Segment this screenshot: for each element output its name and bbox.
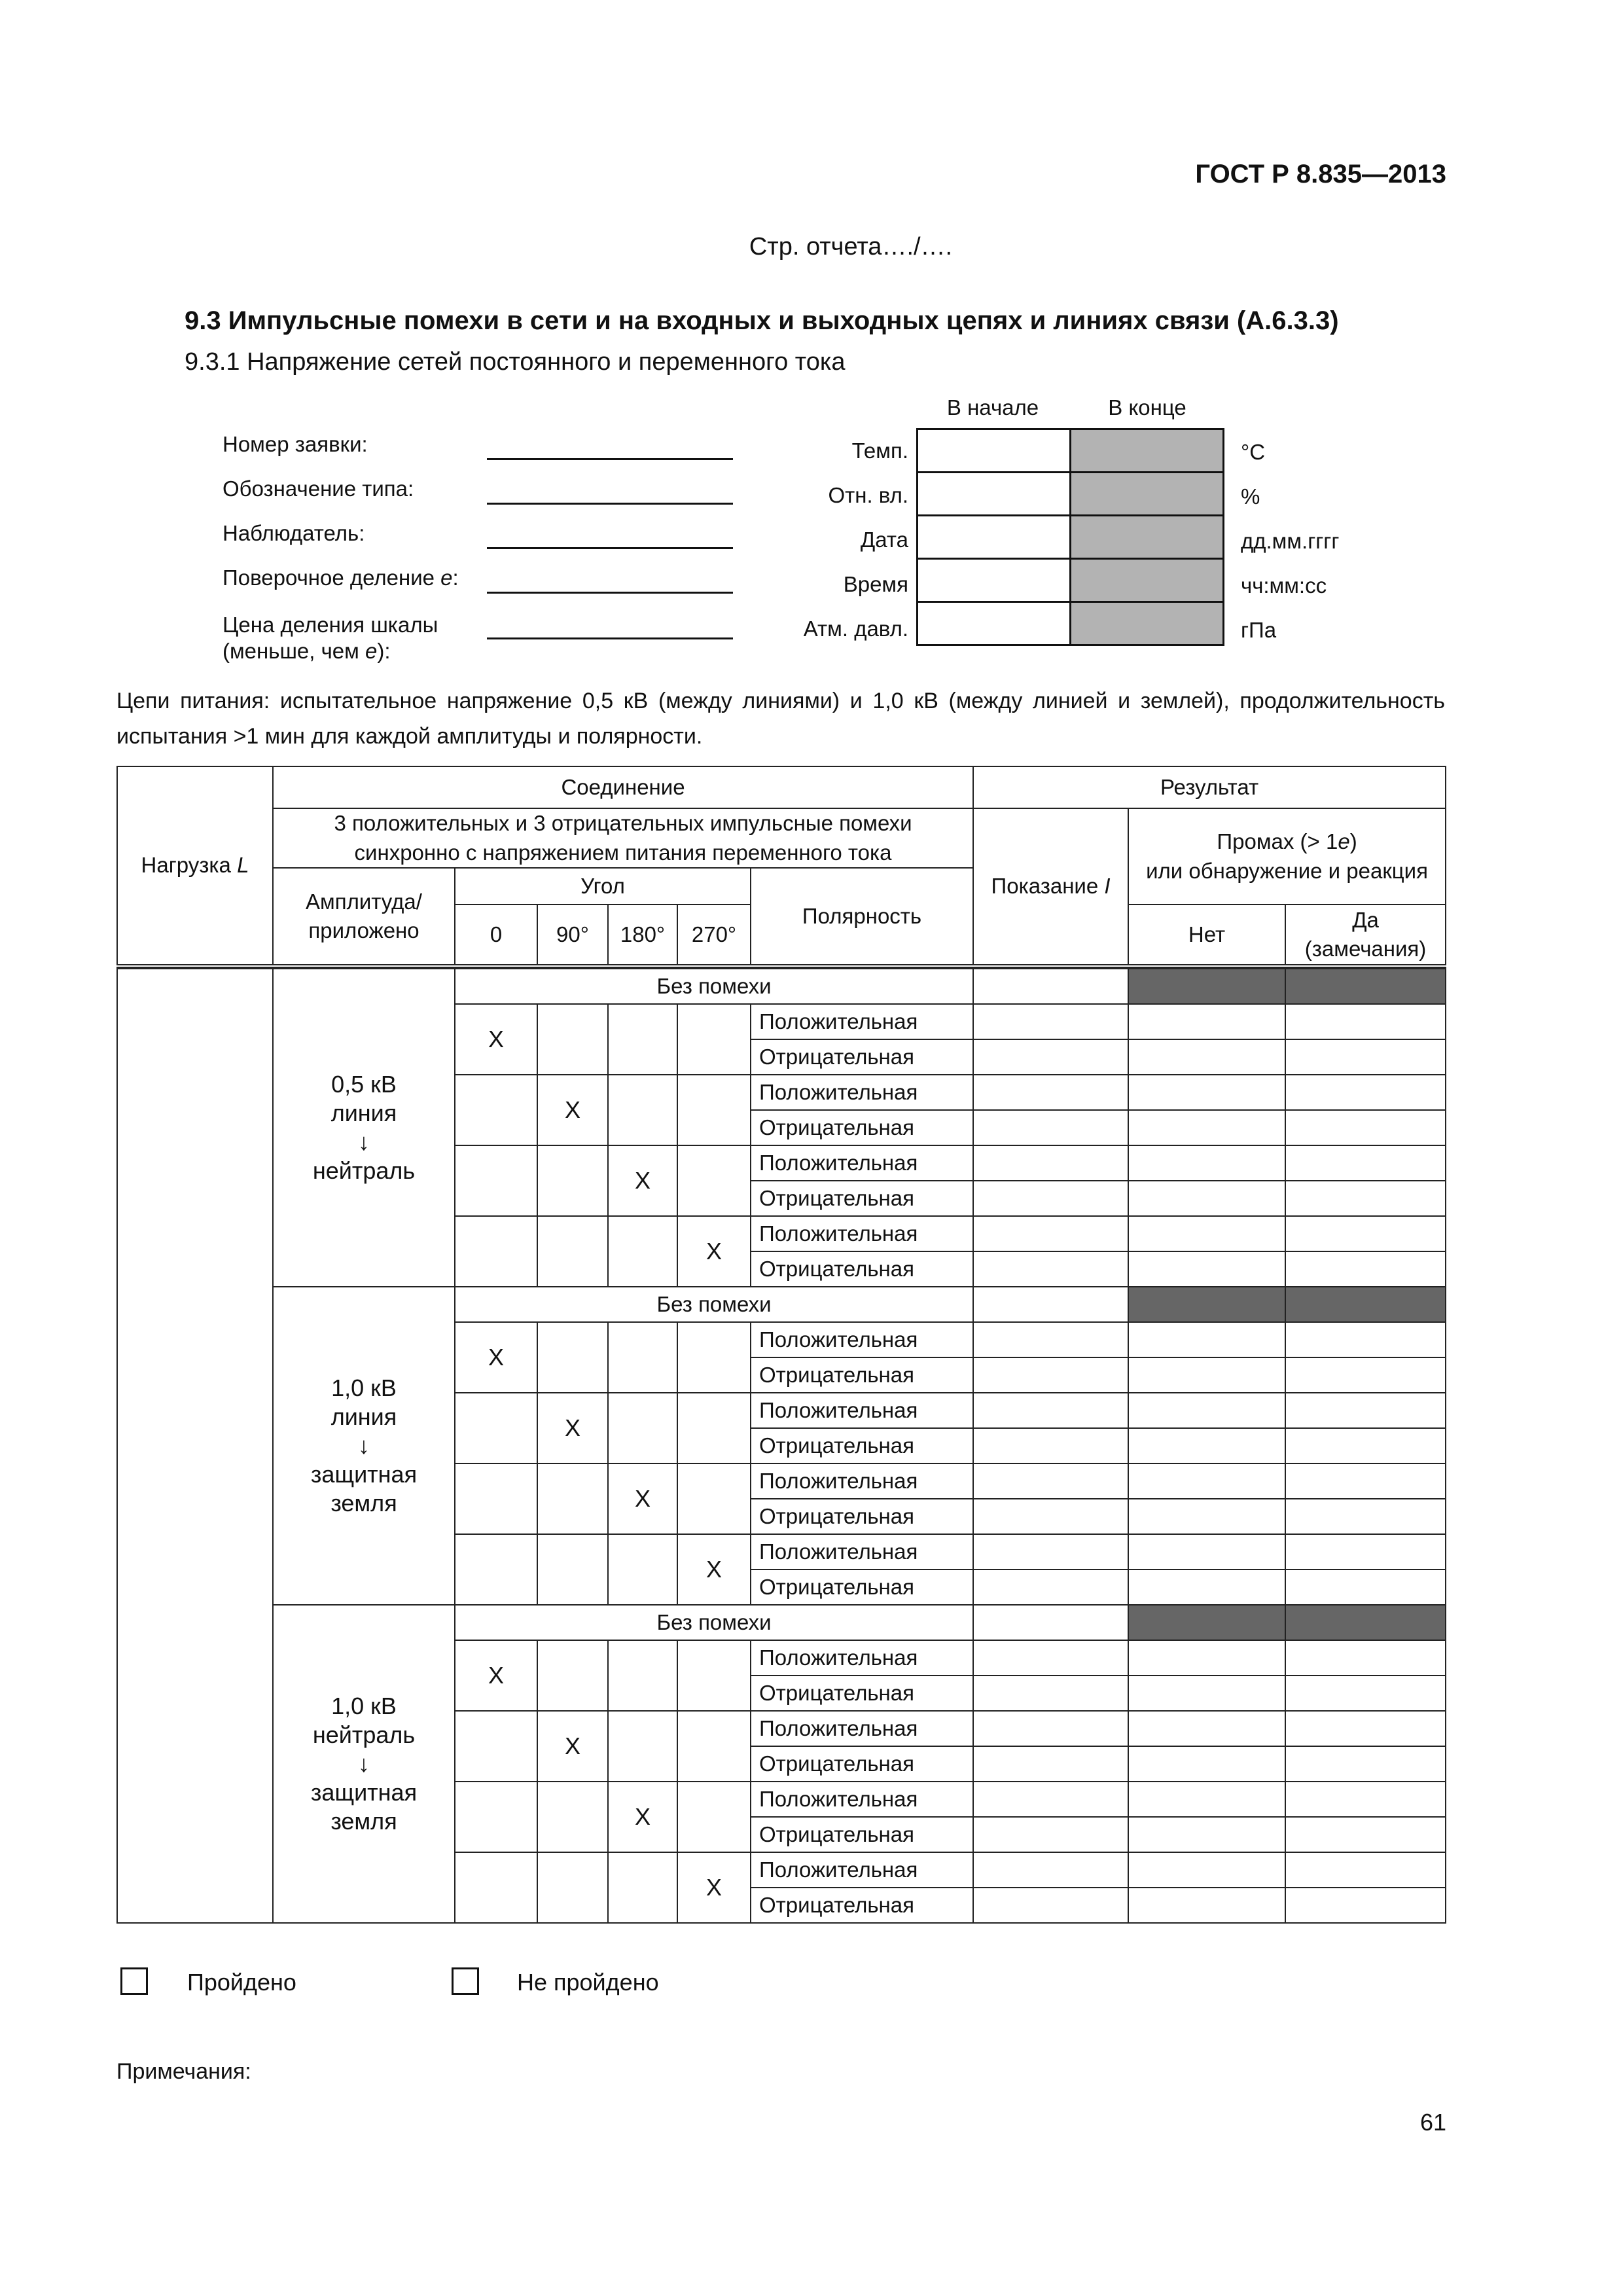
header-amplitude: Амплитуда/ приложено — [273, 868, 455, 966]
result-no-cell[interactable] — [1128, 1570, 1285, 1605]
results-table — [116, 766, 1446, 1924]
cond-unit-pressure: гПа — [1241, 618, 1277, 642]
table-row — [117, 1287, 1446, 1322]
result-yes-cell[interactable] — [1285, 1216, 1446, 1251]
result-yes-cell[interactable] — [1285, 1075, 1446, 1110]
polarity-negative: Отрицательная — [751, 1888, 973, 1923]
header-miss: Промах (> 1e) или обнаружение и реакция — [1128, 808, 1446, 905]
result-yes-cell[interactable] — [1285, 1428, 1446, 1463]
angle-mark[interactable]: X — [537, 1711, 608, 1782]
reading-cell[interactable] — [973, 1570, 1128, 1605]
shaded-cell — [1128, 969, 1285, 1004]
angle-cell[interactable] — [608, 1852, 677, 1923]
result-yes-cell[interactable] — [1285, 1534, 1446, 1570]
cond-date-end[interactable] — [1071, 516, 1224, 559]
reading-cell[interactable] — [973, 1534, 1128, 1570]
result-no-cell[interactable] — [1128, 1251, 1285, 1287]
reading-cell[interactable] — [973, 1145, 1128, 1181]
cond-date-start[interactable] — [918, 516, 1071, 559]
reading-cell[interactable] — [973, 1746, 1128, 1782]
result-yes-cell[interactable] — [1285, 1711, 1446, 1746]
angle-cell[interactable] — [677, 1640, 751, 1711]
angle-mark[interactable]: X — [455, 1004, 537, 1075]
angle-cell[interactable] — [455, 1711, 537, 1782]
cond-time-start[interactable] — [918, 559, 1071, 602]
reading-cell[interactable] — [973, 1852, 1128, 1888]
result-no-cell[interactable] — [1128, 1075, 1285, 1110]
conditions-col-start: В начале — [946, 395, 1039, 420]
header-angle: Угол — [455, 868, 751, 905]
header-no: Нет — [1128, 905, 1285, 966]
result-yes-cell[interactable] — [1285, 1322, 1446, 1357]
result-yes-cell[interactable] — [1285, 1004, 1446, 1039]
conditions-table — [916, 428, 1224, 646]
polarity-negative: Отрицательная — [751, 1428, 973, 1463]
reading-cell[interactable] — [973, 1428, 1128, 1463]
header-angle-90: 90° — [537, 905, 608, 966]
angle-mark[interactable]: X — [677, 1534, 751, 1605]
angle-mark[interactable]: X — [455, 1322, 537, 1393]
polarity-negative: Отрицательная — [751, 1746, 973, 1782]
result-yes-cell[interactable] — [1285, 1145, 1446, 1181]
angle-mark[interactable]: X — [608, 1782, 677, 1852]
angle-cell[interactable] — [537, 1322, 608, 1393]
intro-text: Цепи питания: испытательное напряжение 0,5 кВ (между линиями) и 1,0 кВ (между линией и землей), продолжительность испытания >1 мин для каждой амплитуды и полярности. — [116, 689, 1445, 749]
table-row — [117, 969, 1446, 1004]
cond-pressure-end[interactable] — [1071, 602, 1224, 645]
no-noise-label: Без помехи — [455, 969, 973, 1004]
cond-temp-end[interactable] — [1071, 429, 1224, 473]
cond-pressure-start[interactable] — [918, 602, 1071, 645]
cond-unit-temp: °C — [1241, 440, 1266, 464]
result-no-cell[interactable] — [1128, 1463, 1285, 1499]
result-no-cell[interactable] — [1128, 1393, 1285, 1428]
result-no-cell[interactable] — [1128, 1110, 1285, 1145]
result-no-cell[interactable] — [1128, 1817, 1285, 1852]
shaded-cell — [1285, 1287, 1446, 1322]
page-number: 61 — [1419, 2109, 1446, 2136]
failed-checkbox[interactable] — [452, 1967, 479, 1995]
result-yes-cell[interactable] — [1285, 1181, 1446, 1216]
polarity-positive: Положительная — [751, 1322, 973, 1357]
angle-mark[interactable]: X — [677, 1852, 751, 1923]
field-label-observer: Наблюдатель: — [223, 521, 365, 545]
reading-cell[interactable] — [973, 1287, 1128, 1322]
passed-label: Пройдено — [187, 1969, 296, 1996]
angle-cell[interactable] — [537, 1004, 608, 1075]
result-yes-cell[interactable] — [1285, 1817, 1446, 1852]
reading-cell[interactable] — [973, 1640, 1128, 1676]
result-no-cell[interactable] — [1128, 1039, 1285, 1075]
reading-cell[interactable] — [973, 1322, 1128, 1357]
reading-cell[interactable] — [973, 1357, 1128, 1393]
cond-label-pressure: Атм. давл. — [803, 617, 908, 641]
reading-cell[interactable] — [973, 1251, 1128, 1287]
result-no-cell[interactable] — [1128, 1181, 1285, 1216]
polarity-negative: Отрицательная — [751, 1499, 973, 1534]
header-polarity: Полярность — [751, 868, 973, 966]
polarity-positive: Положительная — [751, 1711, 973, 1746]
polarity-positive: Положительная — [751, 1393, 973, 1428]
polarity-negative: Отрицательная — [751, 1251, 973, 1287]
polarity-positive: Положительная — [751, 1852, 973, 1888]
result-yes-cell[interactable] — [1285, 1499, 1446, 1534]
cond-humidity-end[interactable] — [1071, 473, 1224, 516]
field-label-scale-2: (меньше, чем e): — [223, 639, 391, 663]
header-result: Результат — [973, 766, 1446, 808]
angle-cell[interactable] — [455, 1782, 537, 1852]
field-line-scale[interactable] — [487, 637, 733, 639]
reading-cell[interactable] — [973, 1463, 1128, 1499]
angle-mark[interactable]: X — [537, 1075, 608, 1145]
failed-label: Не пройдено — [517, 1969, 659, 1996]
cond-label-humidity: Отн. вл. — [828, 483, 908, 507]
angle-cell[interactable] — [608, 1004, 677, 1075]
amplitude-group-1: 0,5 кВ линия ↓ нейтраль — [273, 969, 455, 1287]
angle-cell[interactable] — [455, 1463, 537, 1534]
reading-cell[interactable] — [973, 1676, 1128, 1711]
cond-time-end[interactable] — [1071, 559, 1224, 602]
reading-cell[interactable] — [973, 1393, 1128, 1428]
angle-cell[interactable] — [677, 1463, 751, 1534]
notes-label: Примечания: — [116, 2059, 251, 2084]
reading-cell[interactable] — [973, 1888, 1128, 1923]
result-no-cell[interactable] — [1128, 1499, 1285, 1534]
result-yes-cell[interactable] — [1285, 1570, 1446, 1605]
angle-cell[interactable] — [455, 1534, 537, 1605]
polarity-negative: Отрицательная — [751, 1181, 973, 1216]
reading-cell[interactable] — [973, 1075, 1128, 1110]
field-line-application[interactable] — [487, 458, 733, 460]
cond-temp-start[interactable] — [918, 429, 1071, 473]
reading-cell[interactable] — [973, 1782, 1128, 1817]
angle-cell[interactable] — [608, 1075, 677, 1145]
header-reading: Показание I — [973, 808, 1128, 966]
header-connection: Соединение — [273, 766, 973, 808]
result-yes-cell[interactable] — [1285, 1251, 1446, 1287]
result-yes-cell[interactable] — [1285, 1746, 1446, 1782]
table-row — [117, 1605, 1446, 1640]
result-yes-cell[interactable] — [1285, 1640, 1446, 1676]
result-yes-cell[interactable] — [1285, 1888, 1446, 1923]
field-label-scale: Цена деления шкалы — [223, 613, 438, 637]
header-angle-270: 270° — [677, 905, 751, 966]
header-load: Нагрузка L — [117, 766, 273, 966]
angle-cell[interactable] — [537, 1782, 608, 1852]
angle-cell[interactable] — [677, 1145, 751, 1216]
cond-humidity-start[interactable] — [918, 473, 1071, 516]
conditions-col-end: В конце — [1108, 395, 1186, 420]
no-noise-label: Без помехи — [455, 1287, 973, 1322]
angle-cell[interactable] — [677, 1393, 751, 1463]
no-noise-label: Без помехи — [455, 1605, 973, 1640]
angle-cell[interactable] — [537, 1463, 608, 1534]
reading-cell[interactable] — [973, 969, 1128, 1004]
polarity-negative: Отрицательная — [751, 1817, 973, 1852]
report-page: Стр. отчета…./…. — [749, 233, 953, 260]
result-yes-cell[interactable] — [1285, 1110, 1446, 1145]
angle-cell[interactable] — [537, 1145, 608, 1216]
result-no-cell[interactable] — [1128, 1145, 1285, 1181]
angle-cell[interactable] — [537, 1640, 608, 1711]
shaded-cell — [1285, 1605, 1446, 1640]
angle-mark[interactable]: X — [608, 1145, 677, 1216]
polarity-negative: Отрицательная — [751, 1110, 973, 1145]
result-no-cell[interactable] — [1128, 1640, 1285, 1676]
reading-cell[interactable] — [973, 1216, 1128, 1251]
angle-mark[interactable]: X — [455, 1640, 537, 1711]
header-yes: Да (замечания) — [1285, 905, 1446, 966]
angle-cell[interactable] — [608, 1711, 677, 1782]
result-yes-cell[interactable] — [1285, 1393, 1446, 1428]
header-angle-0: 0 — [455, 905, 537, 966]
header-pulses: 3 положительных и 3 отрицательных импульсные помехи синхронно с напряжением питания переменного тока — [273, 808, 973, 868]
result-no-cell[interactable] — [1128, 1852, 1285, 1888]
shaded-cell — [1128, 1605, 1285, 1640]
result-yes-cell[interactable] — [1285, 1852, 1446, 1888]
reading-cell[interactable] — [973, 1605, 1128, 1640]
angle-cell[interactable] — [537, 1852, 608, 1923]
result-no-cell[interactable] — [1128, 1711, 1285, 1746]
reading-cell[interactable] — [973, 1499, 1128, 1534]
shaded-cell — [1285, 969, 1446, 1004]
cond-label-temp: Темп. — [851, 439, 908, 463]
angle-cell[interactable] — [455, 1216, 537, 1287]
header-angle-180: 180° — [608, 905, 677, 966]
angle-mark[interactable]: X — [608, 1463, 677, 1534]
reading-cell[interactable] — [973, 1039, 1128, 1075]
polarity-positive: Положительная — [751, 1145, 973, 1181]
reading-cell[interactable] — [973, 1004, 1128, 1039]
angle-cell[interactable] — [455, 1075, 537, 1145]
cond-unit-date: дд.мм.гггг — [1241, 529, 1340, 553]
passed-checkbox[interactable] — [120, 1967, 148, 1995]
angle-cell[interactable] — [455, 1852, 537, 1923]
polarity-negative: Отрицательная — [751, 1357, 973, 1393]
load-cell[interactable] — [117, 969, 273, 1923]
cond-label-time: Время — [843, 572, 908, 596]
standard-number: ГОСТ Р 8.835—2013 — [1195, 160, 1446, 188]
angle-cell[interactable] — [677, 1075, 751, 1145]
result-no-cell[interactable] — [1128, 1888, 1285, 1923]
field-label-type: Обозначение типа: — [223, 476, 414, 501]
angle-cell[interactable] — [677, 1004, 751, 1075]
polarity-positive: Положительная — [751, 1640, 973, 1676]
field-line-type[interactable] — [487, 503, 733, 505]
field-label-verification: Поверочное деление e: — [223, 565, 459, 590]
angle-cell[interactable] — [608, 1534, 677, 1605]
cond-unit-humidity: % — [1241, 484, 1260, 509]
angle-cell[interactable] — [608, 1322, 677, 1393]
polarity-positive: Положительная — [751, 1782, 973, 1817]
result-yes-cell[interactable] — [1285, 1039, 1446, 1075]
field-line-verification[interactable] — [487, 592, 733, 594]
result-no-cell[interactable] — [1128, 1428, 1285, 1463]
field-line-observer[interactable] — [487, 547, 733, 549]
shaded-cell — [1128, 1287, 1285, 1322]
field-label-application: Номер заявки: — [223, 432, 368, 456]
result-no-cell[interactable] — [1128, 1746, 1285, 1782]
result-yes-cell[interactable] — [1285, 1357, 1446, 1393]
section-subtitle: 9.3.1 Напряжение сетей постоянного и переменного тока — [185, 348, 846, 376]
angle-cell[interactable] — [608, 1393, 677, 1463]
cond-unit-time: чч:мм:сс — [1241, 573, 1327, 598]
amplitude-group-3: 1,0 кВ нейтраль ↓ защитная земля — [273, 1605, 455, 1923]
reading-cell[interactable] — [973, 1711, 1128, 1746]
result-yes-cell[interactable] — [1285, 1676, 1446, 1711]
reading-cell[interactable] — [973, 1817, 1128, 1852]
result-yes-cell[interactable] — [1285, 1782, 1446, 1817]
polarity-positive: Положительная — [751, 1216, 973, 1251]
result-no-cell[interactable] — [1128, 1357, 1285, 1393]
result-no-cell[interactable] — [1128, 1676, 1285, 1711]
amplitude-group-2: 1,0 кВ линия ↓ защитная земля — [273, 1287, 455, 1605]
result-no-cell[interactable] — [1128, 1534, 1285, 1570]
angle-mark[interactable]: X — [537, 1393, 608, 1463]
result-no-cell[interactable] — [1128, 1782, 1285, 1817]
polarity-positive: Положительная — [751, 1534, 973, 1570]
polarity-negative: Отрицательная — [751, 1039, 973, 1075]
angle-cell[interactable] — [455, 1145, 537, 1216]
polarity-positive: Положительная — [751, 1463, 973, 1499]
angle-cell[interactable] — [677, 1782, 751, 1852]
angle-cell[interactable] — [455, 1393, 537, 1463]
result-no-cell[interactable] — [1128, 1322, 1285, 1357]
polarity-negative: Отрицательная — [751, 1570, 973, 1605]
result-yes-cell[interactable] — [1285, 1463, 1446, 1499]
angle-cell[interactable] — [608, 1216, 677, 1287]
cond-label-date: Дата — [860, 528, 908, 552]
polarity-positive: Положительная — [751, 1004, 973, 1039]
reading-cell[interactable] — [973, 1110, 1128, 1145]
angle-cell[interactable] — [608, 1640, 677, 1711]
section-title: 9.3 Импульсные помехи в сети и на входных и выходных цепях и линиях связи (А.6.3.3) — [185, 306, 1339, 335]
polarity-negative: Отрицательная — [751, 1676, 973, 1711]
angle-cell[interactable] — [677, 1711, 751, 1782]
angle-cell[interactable] — [677, 1322, 751, 1393]
angle-cell[interactable] — [537, 1216, 608, 1287]
angle-cell[interactable] — [537, 1534, 608, 1605]
result-no-cell[interactable] — [1128, 1004, 1285, 1039]
polarity-positive: Положительная — [751, 1075, 973, 1110]
result-no-cell[interactable] — [1128, 1216, 1285, 1251]
angle-mark[interactable]: X — [677, 1216, 751, 1287]
reading-cell[interactable] — [973, 1181, 1128, 1216]
